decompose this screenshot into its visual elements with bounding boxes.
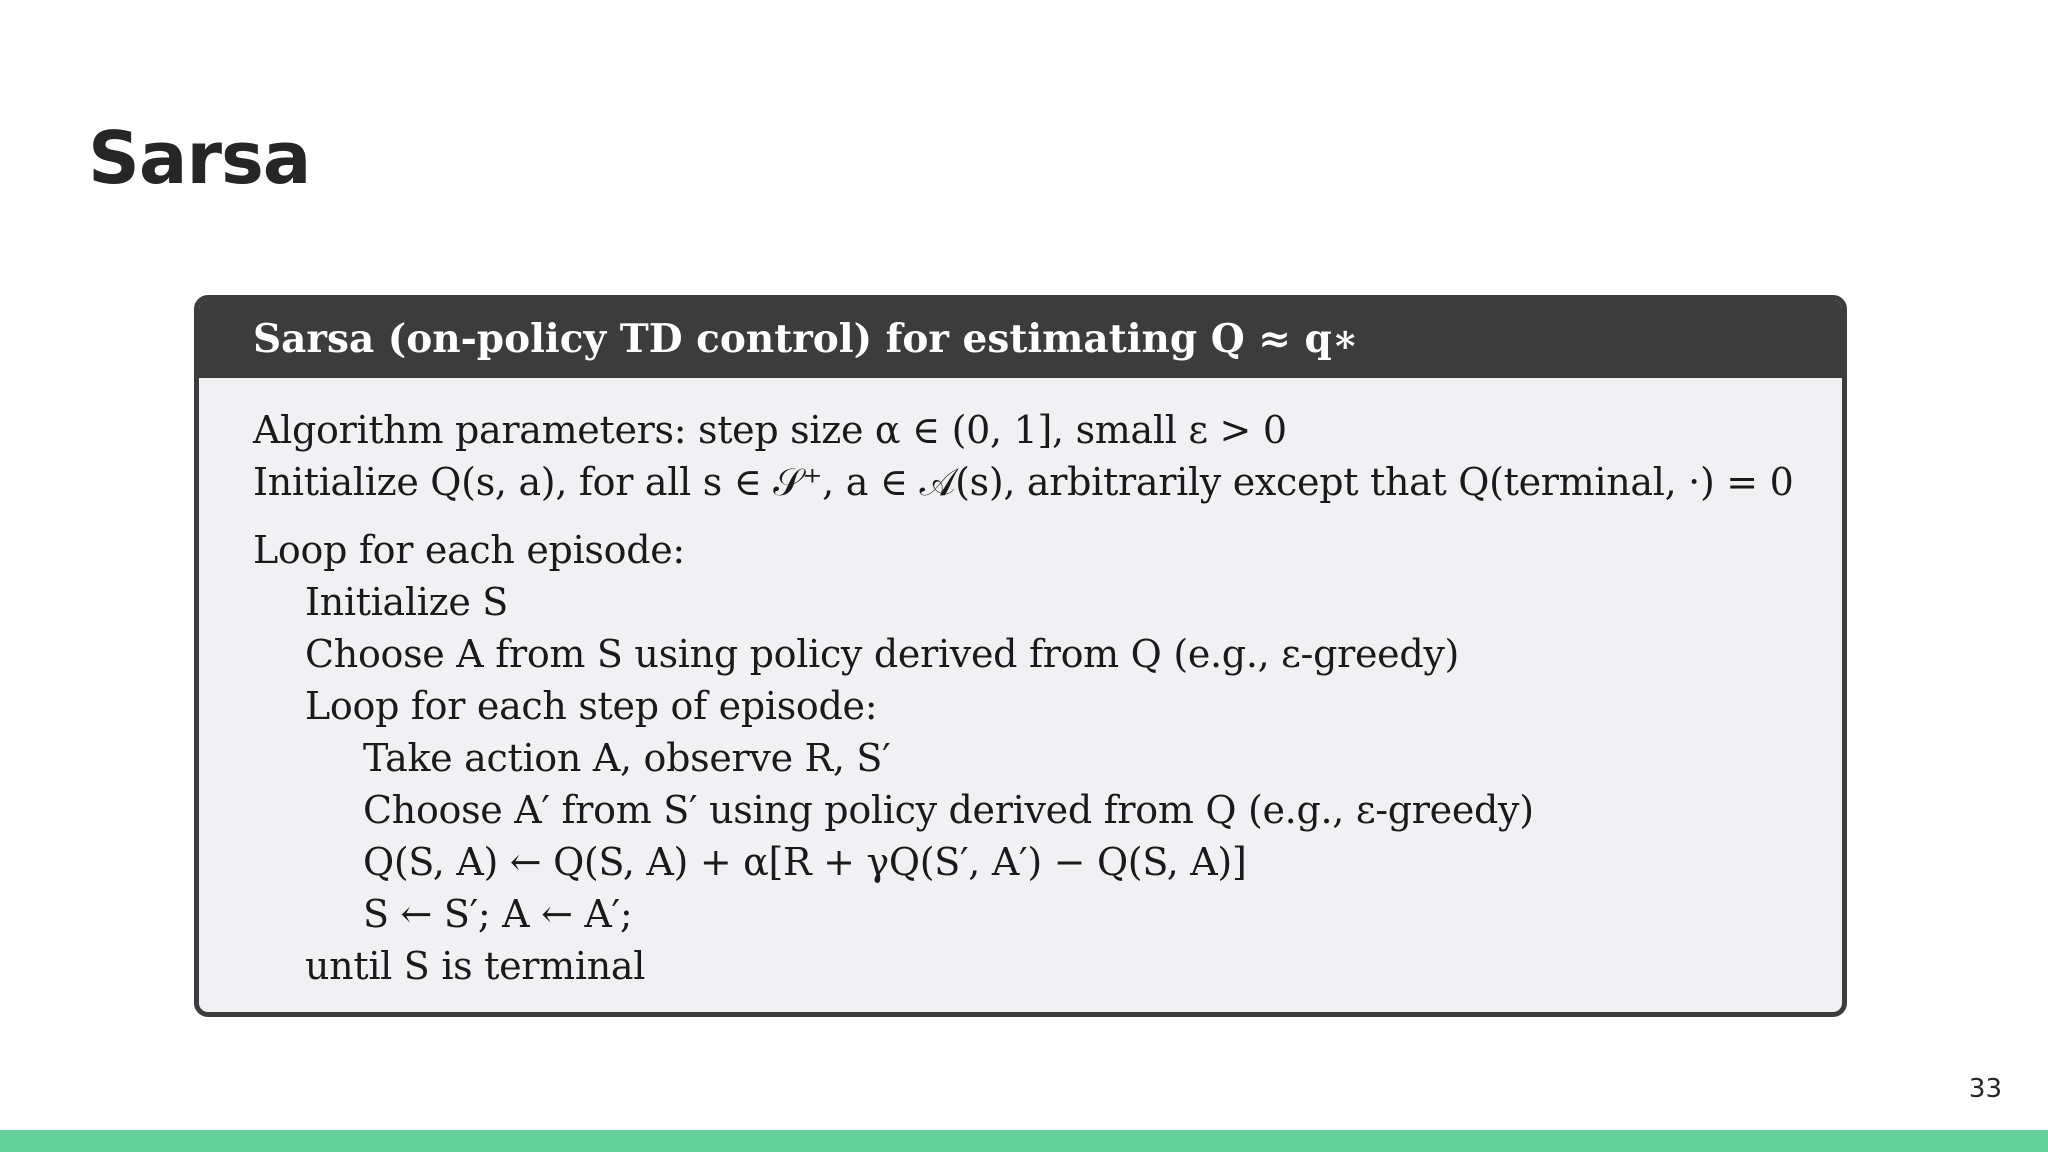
until-terminal-line: until S is terminal: [305, 944, 646, 988]
state-update-line: S ← S′; A ← A′;: [363, 892, 633, 936]
take-action-line: Take action A, observe R, S′: [363, 736, 891, 780]
algorithm-body: [253, 404, 1834, 992]
section-gap: [253, 508, 1834, 524]
episode-loop-line: Loop for each episode:: [253, 528, 685, 572]
page-number: 33: [1968, 1074, 2002, 1104]
choose-a-line: Choose A from S using policy derived from Q (e.g., ε-greedy): [305, 632, 1460, 676]
algorithm-header: Sarsa (on-policy TD control) for estimating Q ≈ q∗: [199, 300, 1842, 378]
q-update-line: Q(S, A) ← Q(S, A) + α[R + γQ(S′, A′) − Q(S, A)]: [363, 840, 1247, 884]
algorithm-parameters-line: Algorithm parameters: step size α ∈ (0, 1], small ε > 0: [253, 408, 1287, 452]
step-loop-line: Loop for each step of episode:: [305, 684, 878, 728]
accent-bar: [0, 1130, 2048, 1152]
initialize-s-line: Initialize S: [305, 580, 509, 624]
algorithm-box: [194, 295, 1847, 1017]
slide-title: Sarsa: [88, 116, 311, 200]
initialize-q-line: Initialize Q(s, a), for all s ∈ 𝒮⁺, a ∈ 𝒜(s), arbitrarily except that Q(terminal, ·) = 0: [253, 460, 1794, 504]
choose-a-prime-line: Choose A′ from S′ using policy derived from Q (e.g., ε-greedy): [363, 788, 1534, 832]
